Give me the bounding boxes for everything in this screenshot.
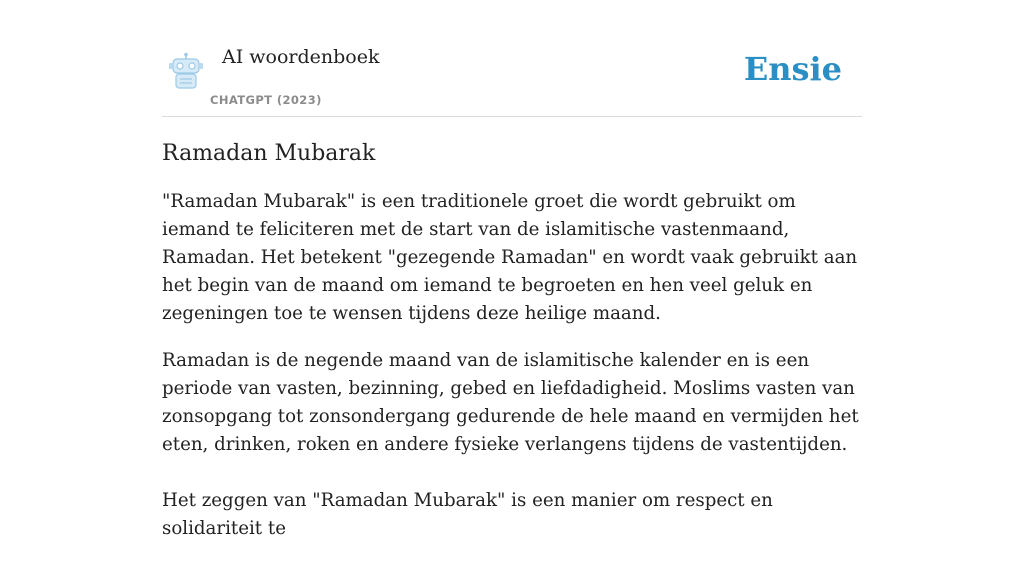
source-title: AI woordenboek [222, 46, 380, 68]
entry-content [162, 138, 866, 562]
robot-icon [166, 52, 206, 90]
entry-header [162, 36, 862, 117]
entry-paragraph: "Ramadan Mubarak" is een traditionele groet die wordt gebruikt om iemand te feliciteren met de start van de islamitische vastenmaand, Ramadan. Het betekent "gezegende Ramadan" en wordt vaak gebruikt aan het begin van de maand om iemand te begroeten en hen veel geluk en zegeningen toe te wensen tijdens deze heilige maand. [162, 191, 858, 324]
ensie-logo-link[interactable]: Ensie [743, 50, 842, 88]
entry-paragraph: Ramadan is de negende maand van de islamitische kalender en is een periode van vasten, bezinning, gebed en liefdadigheid. Moslims vasten van zonsopgang tot zonsondergang gedurende de hele maand en vermijden het eten, drinken, roken en andere fysieke verlangens tijdens de vastentijden. [162, 350, 859, 455]
entry-term: Ramadan Mubarak [162, 141, 376, 166]
entry-paragraph: Het zeggen van "Ramadan Mubarak" is een manier om respect en solidariteit te [162, 490, 773, 539]
source-subtitle: CHATGPT (2023) [210, 93, 322, 107]
